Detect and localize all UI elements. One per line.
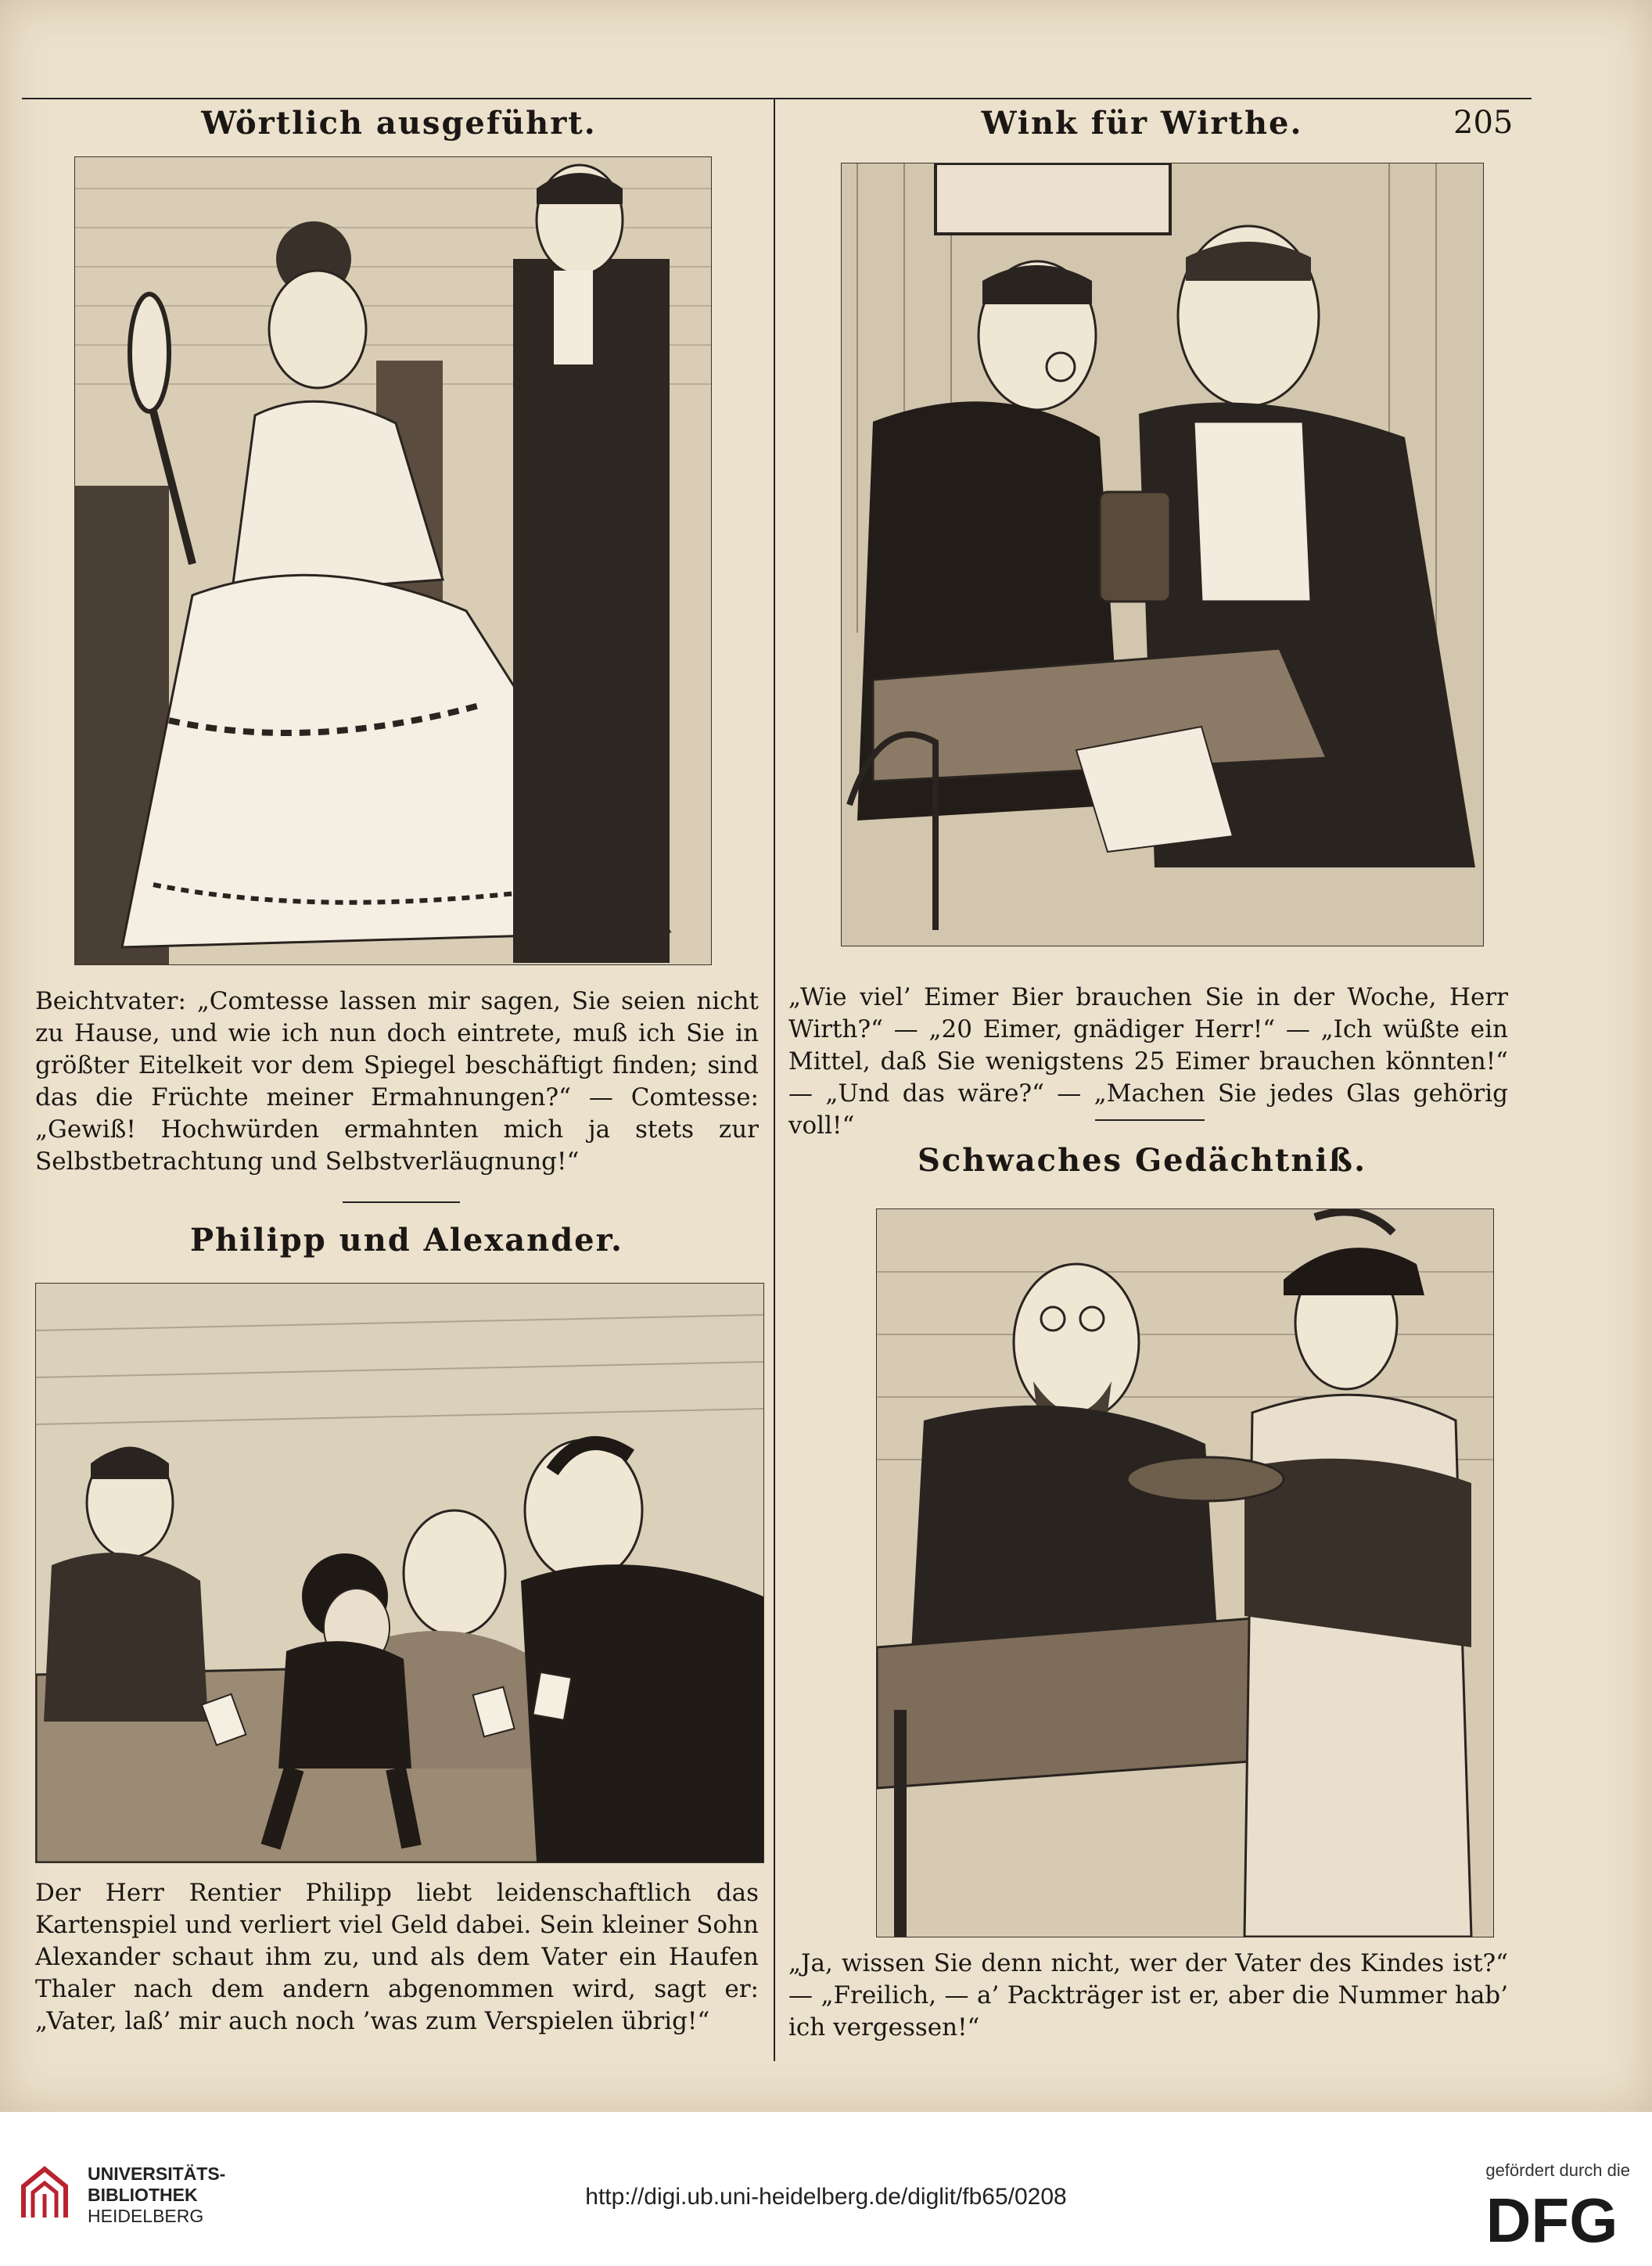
caption-woertlich [35, 986, 759, 1178]
separator-right [1095, 1119, 1205, 1121]
institution-line-1: UNIVERSITÄTS- [88, 2164, 226, 2184]
caption-philipp-text: Der Herr Rentier Philipp liebt leidenschaftlich das Kartenspiel und verliert viel Geld dabei. Sein kleiner Sohn Alexander schaut ihm zu, und als dem Vater ein Haufen Thaler nach dem andern abgenommen wird, sagt er: „Vater, laß’ mir auch noch ’was zum Verspielen übrig!“ [35, 1879, 759, 2035]
institution-line-2: BIBLIOTHEK [88, 2185, 198, 2205]
permalink-url[interactable]: http://digi.ub.uni-heidelberg.de/diglit/fb65/0208 [585, 2184, 1067, 2210]
caption-woertlich-text: Beichtvater: „Comtesse lassen mir sagen, Sie seien nicht zu Hause, und wie ich nun doch eintrete, muß ich Sie in größter Eitelkeit vor dem Spiegel beschäftigt finden; sind das die Früchte meiner Ermahnungen?“ — Comtesse: „Gewiß! Hochwürden ermahnten mich ja stets zur Selbstbetrachtung und Selbstverläugnung!“ [35, 987, 759, 1176]
illustration-card-players [35, 1283, 764, 1863]
illustration-woman-mirror [74, 156, 712, 965]
caption-wink-text: „Wie viel’ Eimer Bier brauchen Sie in der Woche, Herr Wirth?“ — „20 Eimer, gnädiger Herr!“ — „Ich wüßte ein Mittel, daß Sie wenigstens 25 Eimer brauchen könnten!“ — „Und das wäre?“ — „Machen Sie jedes Glas gehörig voll!“ [788, 983, 1508, 1140]
separator-left [343, 1201, 460, 1203]
panel-title-wink: Wink für Wirthe. [981, 105, 1303, 142]
illustration-two-men-beer [841, 163, 1484, 946]
funder-label: gefördert durch die [1485, 2160, 1630, 2180]
panel-title-gedaechtniss: Schwaches Gedächtniß. [917, 1142, 1366, 1179]
panel-title-woertlich: Wörtlich ausgeführt. [201, 105, 597, 142]
caption-gedaechtniss [788, 1948, 1508, 2044]
illustration-official-woman [876, 1208, 1494, 1937]
dfg-logo-icon[interactable] [1474, 2190, 1630, 2248]
dfg-logo-text: DFG [1485, 2190, 1618, 2248]
institution-city: HEIDELBERG [88, 2206, 204, 2226]
caption-wink [788, 982, 1508, 1142]
caption-gedaechtniss-text: „Ja, wissen Sie denn nicht, wer der Vater des Kindes ist?“ — „Freilich, — a’ Packträger ist er, aber die Nummer hab’ ich vergessen!“ [788, 1949, 1508, 2042]
column-divider [774, 98, 775, 2061]
page-number: 205 [1453, 105, 1514, 141]
footer-bar [0, 2112, 1652, 2266]
page-frame-top [22, 98, 1532, 99]
panel-title-philipp: Philipp und Alexander. [190, 1222, 623, 1259]
caption-philipp [35, 1877, 759, 2038]
